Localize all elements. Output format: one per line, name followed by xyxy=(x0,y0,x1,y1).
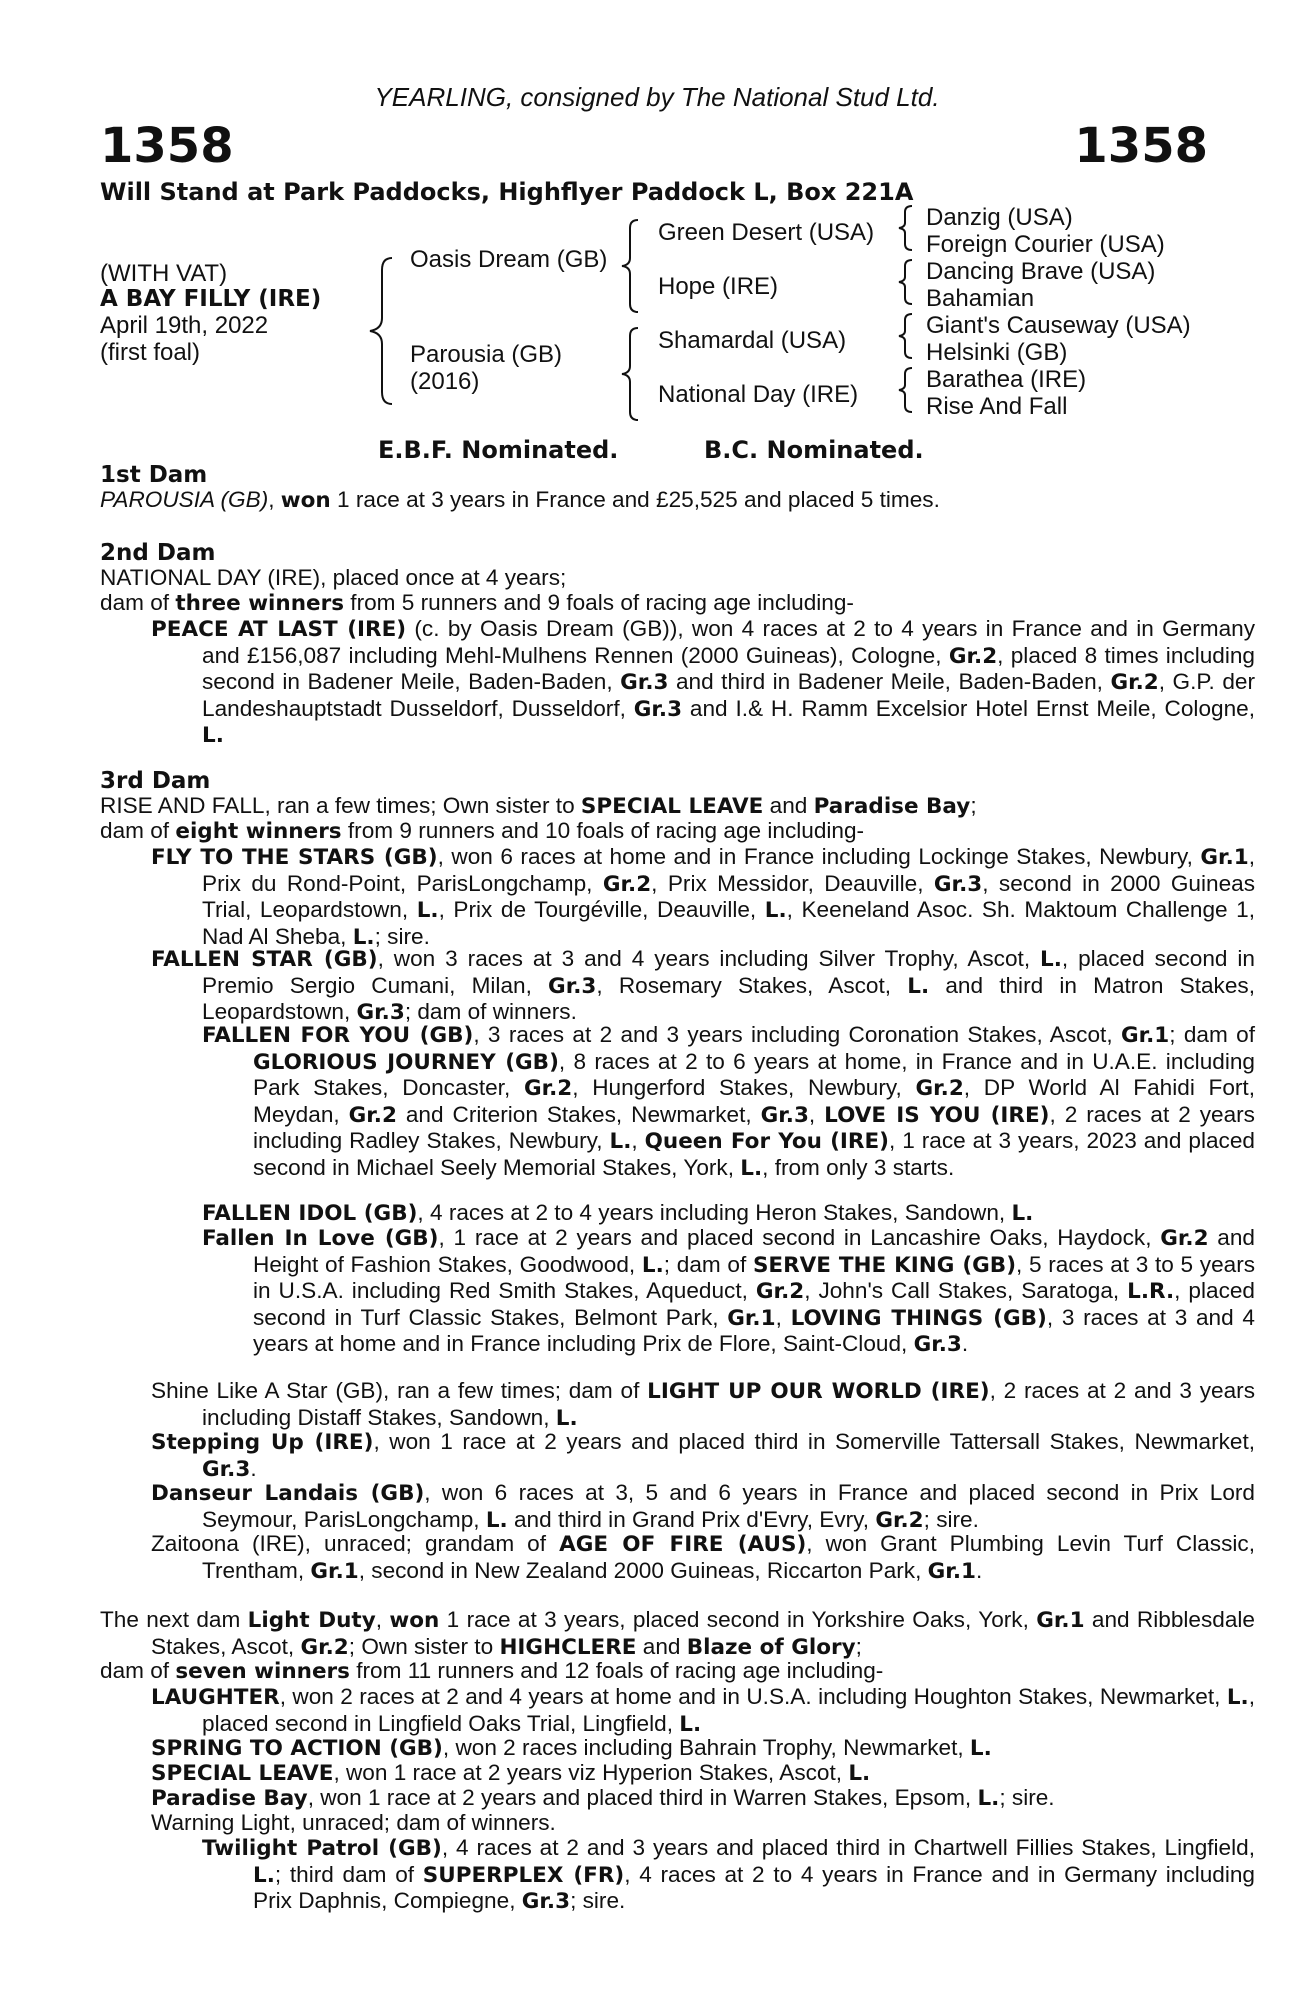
entry-fallen-idol: FALLEN IDOL (GB), 4 races at 2 to 4 years including Heron Stakes, Sandown, L. xyxy=(202,1200,1034,1226)
ebf-nominated: E.B.F. Nominated. xyxy=(378,436,619,464)
entry-stepping-up: Stepping Up (IRE), won 1 race at 2 years and placed third in Somerville Tattersall Stakes, Newmarket, Gr.3. xyxy=(151,1429,1256,1482)
gen3-bahamian: Bahamian xyxy=(926,285,1035,312)
sire-name: Oasis Dream (GB) xyxy=(410,246,608,273)
dam-year: (2016) xyxy=(410,368,480,395)
lot-number-left: 1358 xyxy=(100,118,234,174)
entry-spring-to-action: SPRING TO ACTION (GB), won 2 races including Bahrain Trophy, Newmarket, L. xyxy=(151,1735,992,1761)
second-dam-heading: 2nd Dam xyxy=(100,540,216,566)
location: Will Stand at Park Paddocks, Highflyer Paddock L, Box 221A xyxy=(100,178,914,206)
bracket-g3-3 xyxy=(896,312,914,360)
gen3-rise-and-fall: Rise And Fall xyxy=(926,393,1068,420)
second-dam-produce: dam of three winners from 5 runners and 9 foals of racing age including- xyxy=(100,590,854,616)
main-bracket xyxy=(364,256,394,406)
vat-note: (WITH VAT) xyxy=(100,260,228,287)
entry-zaitoona: Zaitoona (IRE), unraced; grandam of AGE OF FIRE (AUS), won Grant Plumbing Levin Turf Classic, Trentham, Gr.1, second in New Zealand 2000 Guineas, Riccarton Park, Gr.1. xyxy=(151,1531,1255,1584)
entry-special-leave: SPECIAL LEAVE, won 1 race at 2 years viz Hyperion Stakes, Ascot, L. xyxy=(151,1760,871,1786)
gen3-foreign-courier: Foreign Courier (USA) xyxy=(926,231,1165,258)
foaled-date: April 19th, 2022 xyxy=(100,312,269,339)
entry-fallen-for-you: FALLEN FOR YOU (GB), 3 races at 2 and 3 years including Coronation Stakes, Ascot, Gr.1; dam of GLORIOUS JOURNEY (GB), 8 races at 2 to 6 years at home, in France and in U.A.E. including Park Stakes, Doncaster, Gr.2, Hungerford Stakes, Newbury, Gr.2, DP World Al Fahidi Fort, Meydan, Gr.2 and Criterion Stakes, Newmarket, Gr.3, LOVE IS YOU (IRE), 2 races at 2 years including Radley Stakes, Newbury, L., Queen For You (IRE), 1 race at 3 years, 2023 and placed second in Michael Seely Memorial Stakes, York, L., from only 3 starts. xyxy=(202,1022,1255,1181)
third-dam-produce: dam of eight winners from 9 runners and 10 foals of racing age including- xyxy=(100,818,865,844)
sire-dam: Hope (IRE) xyxy=(658,273,779,300)
first-foal-note: (first foal) xyxy=(100,339,201,366)
entry-fly-to-the-stars: FLY TO THE STARS (GB), won 6 races at home and in France including Lockinge Stakes, Newbury, Gr.1, Prix du Rond-Point, ParisLongchamp, Gr.2, Prix Messidor, Deauville, Gr.3, second in 2000 Guineas Trial, Leopardstown, L., Prix de Tourgéville, Deauville, L., Keeneland Asoc. Sh. Maktoum Challenge 1, Nad Al Sheba, L.; sire. xyxy=(151,844,1256,950)
entry-laughter: LAUGHTER, won 2 races at 2 and 4 years at home and in U.S.A. including Houghton Stakes, Newmarket, L., placed second in Lingfield Oaks Trial, Lingfield, L. xyxy=(151,1684,1255,1737)
dam-dam: National Day (IRE) xyxy=(658,381,859,408)
sire-sire: Green Desert (USA) xyxy=(658,219,875,246)
gen3-danzig: Danzig (USA) xyxy=(926,204,1073,231)
entry-paradise-bay: Paradise Bay, won 1 race at 2 years and placed third in Warren Stakes, Epsom, L.; sire. xyxy=(151,1785,1055,1811)
entry-warning-light: Warning Light, unraced; dam of winners. xyxy=(151,1810,556,1835)
next-dam-produce: dam of seven winners from 11 runners and 12 foals of racing age including- xyxy=(100,1658,884,1684)
first-dam-text: PAROUSIA (GB), won 1 race at 3 years in France and £25,525 and placed 5 times. xyxy=(100,487,940,513)
first-dam-heading: 1st Dam xyxy=(100,462,208,488)
dam-name: Parousia (GB) xyxy=(410,341,563,368)
gen3-barathea: Barathea (IRE) xyxy=(926,366,1087,393)
entry-peace-at-last: PEACE AT LAST (IRE) (c. by Oasis Dream (GB)), won 4 races at 2 to 4 years in France and in Germany and £156,087 including Mehl-Mulhens Rennen (2000 Guineas), Cologne, Gr.2, placed 8 times including second in Badener Meile, Baden-Baden, Gr.3 and third in Badener Meile, Baden-Baden, Gr.2, G.P. der Landeshauptstadt Dusseldorf, Dusseldorf, Gr.3 and I.& H. Ramm Excelsior Hotel Ernst Meile, Cologne, L. xyxy=(151,616,1255,749)
third-dam-heading: 3rd Dam xyxy=(100,768,211,794)
second-dam-text: NATIONAL DAY (IRE), placed once at 4 years; xyxy=(100,565,567,590)
bracket-g3-1 xyxy=(896,204,914,252)
gen3-giants-causeway: Giant's Causeway (USA) xyxy=(926,312,1191,339)
entry-twilight-patrol: Twilight Patrol (GB), 4 races at 2 and 3 years and placed third in Chartwell Fillies Stakes, Lingfield, L.; third dam of SUPERPLEX (FR), 4 races at 2 to 4 years in France and in Germany including Prix Daphnis, Compiegne, Gr.3; sire. xyxy=(202,1835,1255,1915)
next-dam-text: The next dam Light Duty, won 1 race at 3 years, placed second in Yorkshire Oaks, York, Gr.1 and Ribblesdale Stakes, Ascot, Gr.2; Own sister to HIGHCLERE and Blaze of Glory; xyxy=(100,1607,1255,1660)
lot-number-right: 1358 xyxy=(1074,118,1208,174)
entry-danseur-landais: Danseur Landais (GB), won 6 races at 3, 5 and 6 years in France and placed second in Prix Lord Seymour, ParisLongchamp, L. and third in Grand Prix d'Evry, Evry, Gr.2; sire. xyxy=(151,1480,1255,1533)
gen3-dancing-brave: Dancing Brave (USA) xyxy=(926,258,1156,285)
entry-fallen-star: FALLEN STAR (GB), won 3 races at 3 and 4 years including Silver Trophy, Ascot, L., placed second in Premio Sergio Cumani, Milan, Gr.3, Rosemary Stakes, Ascot, L. and third in Matron Stakes, Leopardstown, Gr.3; dam of winners. xyxy=(151,946,1255,1026)
entry-fallen-in-love: Fallen In Love (GB), 1 race at 2 years and placed second in Lancashire Oaks, Haydock, Gr.2 and Height of Fashion Stakes, Goodwood, L.; dam of SERVE THE KING (GB), 5 races at 3 to 5 years in U.S.A. including Red Smith Stakes, Aqueduct, Gr.2, John's Call Stakes, Saratoga, L.R., placed second in Turf Classic Stakes, Belmont Park, Gr.1, LOVING THINGS (GB), 3 races at 3 and 4 years at home and in France including Prix de Flore, Saint-Cloud, Gr.3. xyxy=(202,1225,1256,1358)
entry-shine-like-a-star: Shine Like A Star (GB), ran a few times; dam of LIGHT UP OUR WORLD (IRE), 2 races at 2 and 3 years including Distaff Stakes, Sandown, L. xyxy=(151,1378,1255,1431)
bracket-g3-4 xyxy=(896,366,914,414)
consignor-line: YEARLING, consigned by The National Stud Ltd. xyxy=(374,82,940,112)
gen3-helsinki: Helsinki (GB) xyxy=(926,339,1068,366)
dam-sire: Shamardal (USA) xyxy=(658,327,847,354)
dam-bracket xyxy=(620,326,640,422)
bracket-g3-2 xyxy=(896,258,914,306)
horse-name: A BAY FILLY (IRE) xyxy=(100,286,322,312)
third-dam-text: RISE AND FALL, ran a few times; Own sister to SPECIAL LEAVE and Paradise Bay; xyxy=(100,793,977,819)
sire-bracket xyxy=(620,218,640,314)
bc-nominated: B.C. Nominated. xyxy=(704,436,924,464)
